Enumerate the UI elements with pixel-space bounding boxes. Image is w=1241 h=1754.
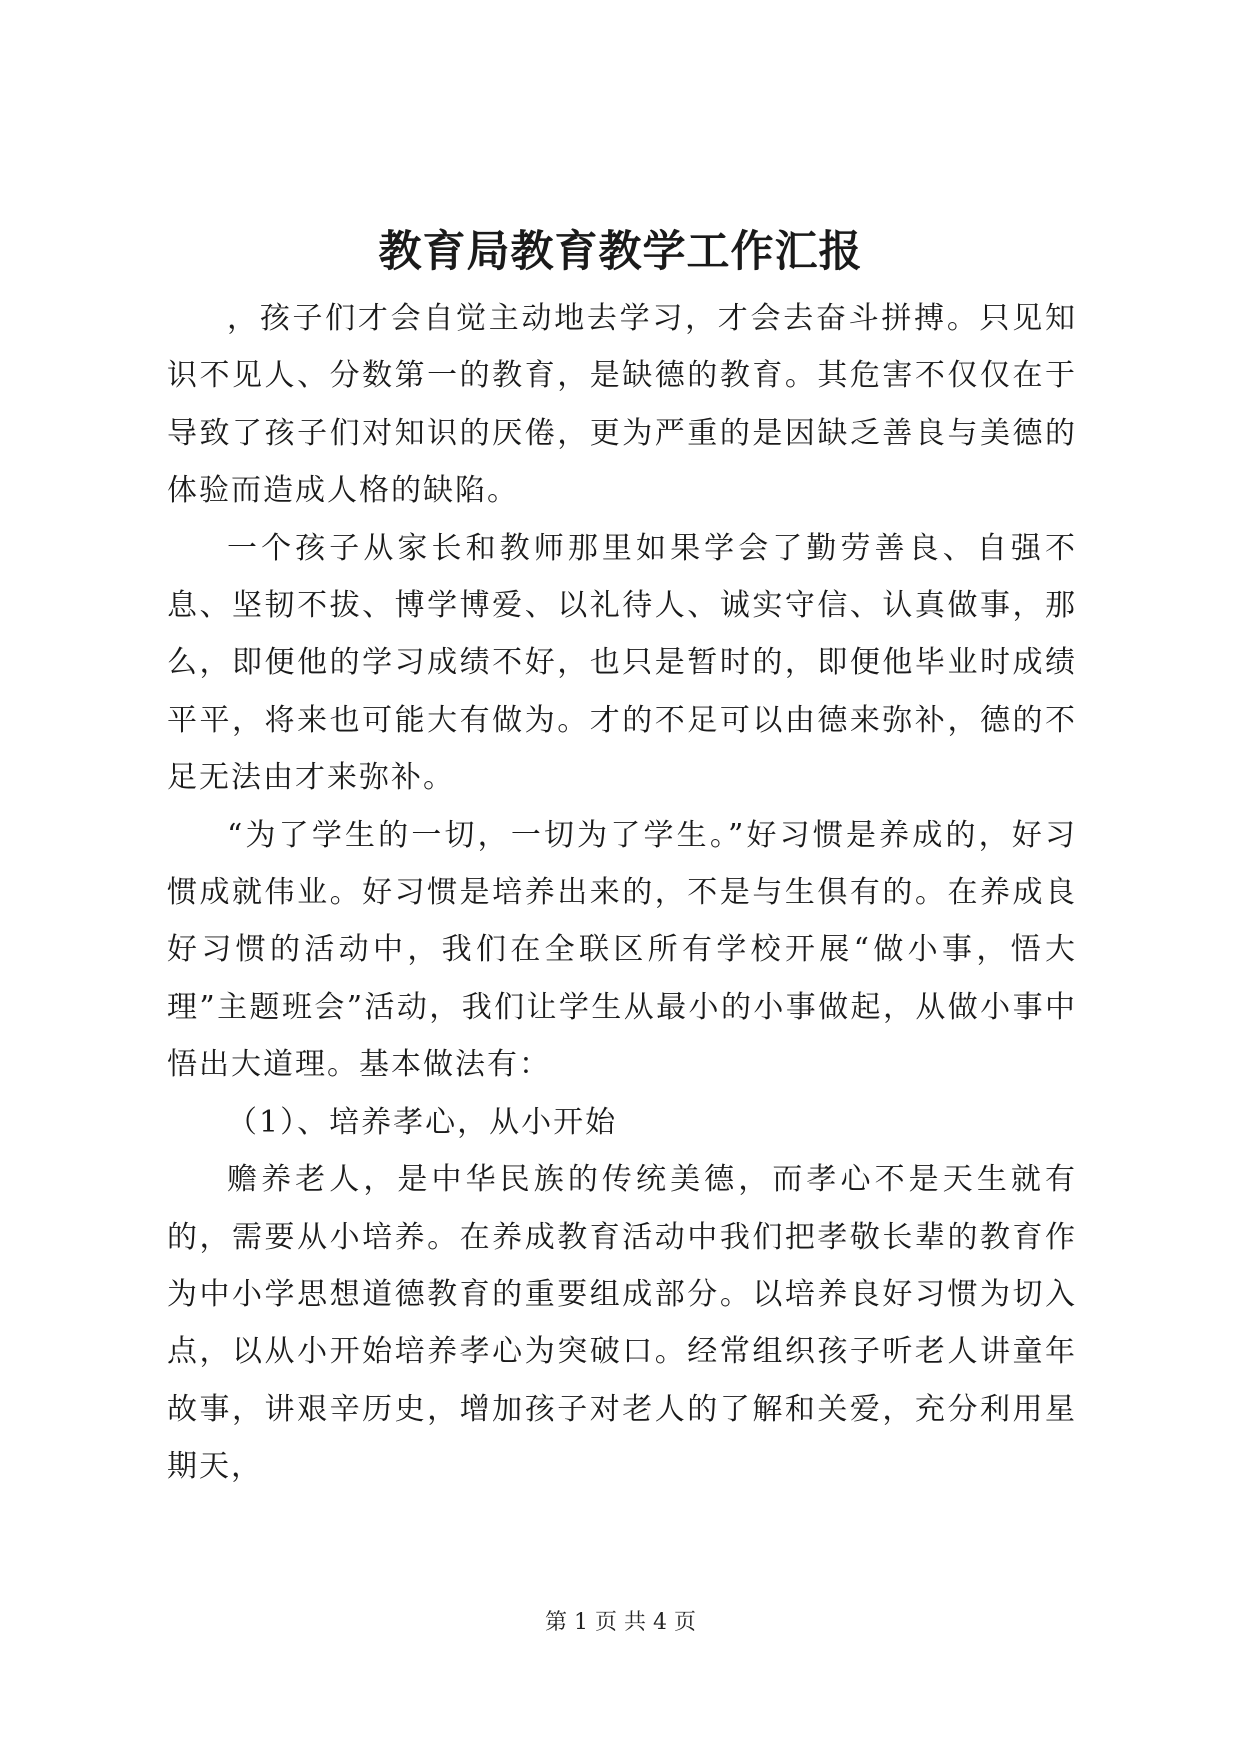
paragraph: 一个孩子从家长和教师那里如果学会了勤劳善良、自强不息、坚韧不拔、博学博爱、以礼待人、诚实守信、认真做事，那么，即便他的学习成绩不好，也只是暂时的，即便他毕业时成绩平平，将来也可能大有做为。才的不足可以由德来弥补，德的不足无法由才来弥补。: [167, 530, 1077, 796]
paragraph: 赡养老人，是中华民族的传统美德，而孝心不是天生就有的，需要从小培养。在养成教育活动中我们把孝敬长辈的教育作为中小学思想道德教育的重要组成部分。以培养良好习惯为切入点，以从小开始培养孝心为突破口。经常组织孩子听老人讲童年故事，讲艰辛历史，增加孩子对老人的了解和关爱，充分利用星期天，: [167, 1162, 1077, 1485]
document-title: 教育局教育教学工作汇报: [378, 227, 863, 277]
paragraph: “为了学生的一切，一切为了学生。”好习惯是养成的，好习惯成就伟业。好习惯是培养出来的，不是与生俱有的。在养成良好习惯的活动中，我们在全联区所有学校开展“做小事，悟大理”主题班会”活动，我们让学生从最小的小事做起，从做小事中悟出大道理。基本做法有：: [167, 817, 1077, 1083]
paragraph: ，孩子们才会自觉主动地去学习，才会去奋斗拼搏。只见知识不见人、分数第一的教育，是缺德的教育。其危害不仅仅在于导致了孩子们对知识的厌倦，更为严重的是因缺乏善良与美德的体验而造成人格的缺陷。: [167, 301, 1077, 509]
document-body: [167, 290, 1077, 1496]
page-footer: 第 1 页 共 4 页: [545, 1610, 696, 1635]
section-heading: （1）、培养孝心，从小开始: [227, 1104, 618, 1140]
